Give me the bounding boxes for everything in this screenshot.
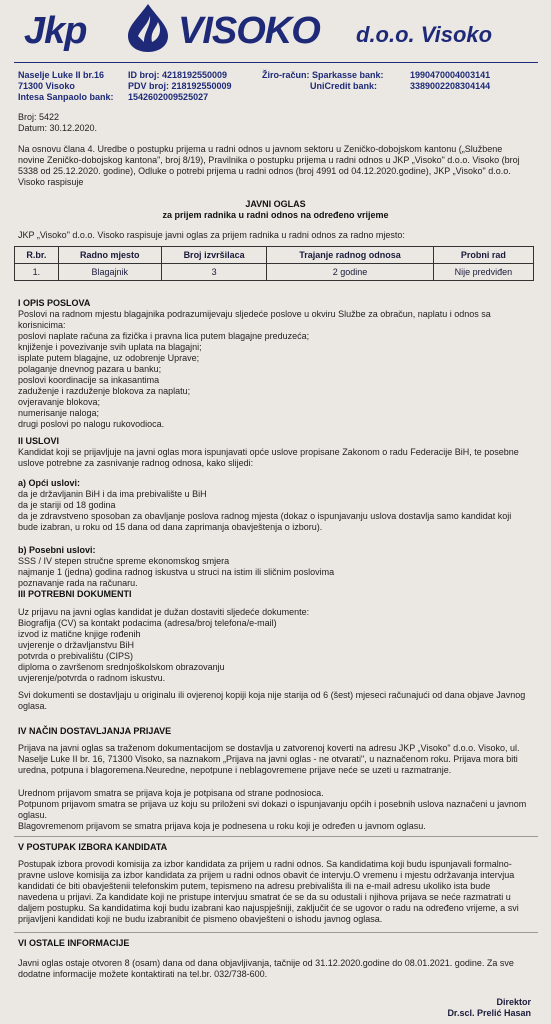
col-header: Broj izvršilaca: [161, 247, 266, 264]
address-line-2: 71300 Visoko: [18, 81, 75, 91]
intro-paragraph: Na osnovu člana 4. Uredbe o postupku prijema u radni odnos u javnom sektoru u Zeničko-dobojskom kantonu („Službene novine Zeničko-dobojskog kantona", broj 8/19), Pravilnika o postupku prijema u radni odnos u JKP „Visoko" d.o.o. Visoko (broj 5338 od 25.12.2020. godine), Odluke o potrebi prijema u radni odnos (broj 4991 od 04.12.2020.godine), JKP „Visoko" d.o.o. Visoko raspisuje: [18, 144, 520, 187]
ad-lead: JKP „Visoko" d.o.o. Visoko raspisuje javni oglas za prijem radnika u radni odnos za radno mjesto:: [18, 230, 405, 240]
table-row: [15, 264, 534, 281]
section-2a-title: a) Opći uslovi:: [18, 478, 81, 488]
table-cell: Blagajnik: [58, 264, 161, 281]
section-1-text: Poslovi na radnom mjestu blagajnika podrazumijevaju sljedeće poslove u okviru Službe za obračun, naplatu i odnos sa korisnicima: poslovi naplate računa za fizička i pravna lica putem blagajne preduzeća; knjiženje i povezivanje svih uplata na blagajni; isplate putem blagajne, uz odobrenje Uprave; polaganje dnevnog pazara u banku; poslovi koordinacije sa inkasantima zaduženje i razduženje blokova za naplatu; ovjeravanje blokova; numerisanje naloga; drugi poslovi po nalogu rukovodioca.: [18, 309, 491, 429]
section-2b-text: SSS / IV stepen stručne spreme ekonomskog smjera najmanje 1 (jedna) godina radnog iskustva u struci na istim ili sličnim poslovima poznavanje rada na računaru.: [18, 556, 335, 588]
section-6-text: Javni oglas ostaje otvoren 8 (osam) dana od dana objavljivanja, tačnije od 31.12.2020.godine do 08.01.2021. godine. Za sve dodatne informacije možete kontaktirati na tel.br. 032/738-600.: [18, 958, 514, 979]
document-number: Broj: 5422: [18, 112, 60, 122]
col-header: R.br.: [15, 247, 59, 264]
ad-subtitle: za prijem radnika u radni odnos na određeno vrijeme: [162, 210, 389, 220]
signature-title: Direktor: [496, 997, 531, 1007]
section-2b-title: b) Posebni uslovi:: [18, 545, 96, 555]
bank-sparkasse-label: Žiro-račun: Sparkasse bank:: [262, 70, 384, 80]
bank-intesa-label: Intesa Sanpaolo bank:: [18, 92, 114, 102]
section-4-text-1: Prijava na javni oglas sa traženom dokumentacijom se dostavlja u zatvorenoj koverti na adresu JKP „Visoko" d.o.o. Visoko, ul. Naselje Luke II br. 16, 71300 Visoko, sa naznakom „Prijava na javni oglas - ne otvarati", u naznačenom roku. Prijava mora biti uredna, potpuna i blagoremena.Neuredne, nepotpune i neblagovremene prijave neće se uzeti u razmatranje.: [18, 743, 520, 775]
section-5-text: Postupak izbora provodi komisija za izbor kandidata za prijem u radni odnos. Sa kandidatima koji budu ispunjavali formalno-pravne uslove komisija za izbor kandidata za prijem u radni odnos obavit će intervju.O vremenu i mjestu održavanja intervjua kandidati će biti obavještenii telefonskim putem, tepismeno na adresu prebivališta ili na e-mail adresu ukoliko ista bude navedena u prijavi. Za kandidate koji ne pristupe intervjuu smatrat će se da su odustali i njihova prijava se neće razmatrati u daljem postupku. Sa kandidatima koji budu izabrani kao najuspješniji, zaključit će se ugovor o radu na određeno vrijeme, a svi prijavljeni kandidati koji ne budu izabranibit će pismeno obavješteni o ishodu javnog oglasa.: [18, 859, 519, 924]
bank-intesa-account: 1542602009525027: [128, 92, 209, 102]
divider: [14, 836, 538, 837]
section-3-title: III POTREBNI DOKUMENTI: [18, 589, 132, 599]
table-cell: 1.: [15, 264, 59, 281]
signature-name: Dr.scl. Prelić Hasan: [447, 1008, 531, 1018]
positions-table: [14, 246, 534, 281]
divider: [14, 932, 538, 933]
pdv-number: PDV broj: 218192550009: [128, 81, 232, 91]
table-cell: 3: [161, 264, 266, 281]
section-2-text: Kandidat koji se prijavljuje na javni oglas mora ispunjavati opće uslove propisane Zakonom o radu Federacije BiH, te posebne uslove potrebne za zasnivanje radnog odnosa, kako slijedi:: [18, 447, 519, 468]
section-2-title: II USLOVI: [18, 436, 60, 446]
col-header: Trajanje radnog odnosa: [267, 247, 433, 264]
section-3-note: Svi dokumenti se dostavljaju u originalu ili ovjerenoj kopiji koja nije starija od 6 (šest) mjeseci računajući od dana objave Javnog oglasa.: [18, 690, 526, 711]
ad-title: JAVNI OGLAS: [245, 199, 306, 209]
section-4-text-2: Urednom prijavom smatra se prijava koja je potpisana od strane podnosioca. Potpunom prijavom smatra se prijava uz koju su priloženi svi dokazi o ispunjavanju općih i posebnih uslova naznačeni u javnom oglasu. Blagovremenom prijavom se smatra prijava koja je podnesena u roku koji je određen u javnom oglasu.: [18, 788, 527, 831]
section-2a-text: da je državljanin BiH i da ima prebivalište u BiH da je stariji od 18 godina da je zdravstveno sposoban za obavljanje poslova radnog mjesta (dokaz o ispunjavanju uslova dostavlja samo kandidat koji bude izabran, u roku od 15 dana od dana zaprimanja obavještenja o izboru).: [18, 489, 512, 532]
table-cell: Nije predviđen: [433, 264, 533, 281]
logo-jkp: Jkp: [24, 10, 87, 52]
bank-unicredit-account: 3389002208304144: [410, 81, 491, 91]
address-line-1: Naselje Luke II br.16: [18, 70, 105, 80]
section-3-text: Uz prijavu na javni oglas kandidat je dužan dostaviti sljedeće dokumente: Biografija (CV) sa kontakt podacima (adresa/broj telefona/e-mail) izvod iz matične knjige rođenih uvjerenje o državljanstvu BiH potvrda o prebivalištu (CIPS) diploma o završenom srednjoškolskom obrazovanju uvjerenje/potvrda o radnom iskustvu.: [18, 607, 310, 683]
header-rule: [14, 62, 538, 63]
col-header: Radno mjesto: [58, 247, 161, 264]
water-drop-icon: [120, 2, 176, 54]
section-6-title: VI OSTALE INFORMACIJE: [18, 938, 130, 948]
logo-doo: d.o.o. Visoko: [356, 22, 493, 47]
section-4-title: IV NAČIN DOSTAVLJANJA PRIJAVE: [18, 726, 172, 736]
bank-sparkasse-account: 1990470004003141: [410, 70, 491, 80]
company-logo: [20, 2, 540, 58]
table-header-row: [15, 247, 534, 264]
document-date: Datum: 30.12.2020.: [18, 123, 98, 133]
bank-unicredit-label: UniCredit bank:: [310, 81, 378, 91]
section-1-title: I OPIS POSLOVA: [18, 298, 91, 308]
logo-visoko: VISOKO: [178, 10, 320, 52]
id-number: ID broj: 4218192550009: [128, 70, 228, 80]
table-cell: 2 godine: [267, 264, 433, 281]
section-5-title: V POSTUPAK IZBORA KANDIDATA: [18, 842, 168, 852]
col-header: Probni rad: [433, 247, 533, 264]
